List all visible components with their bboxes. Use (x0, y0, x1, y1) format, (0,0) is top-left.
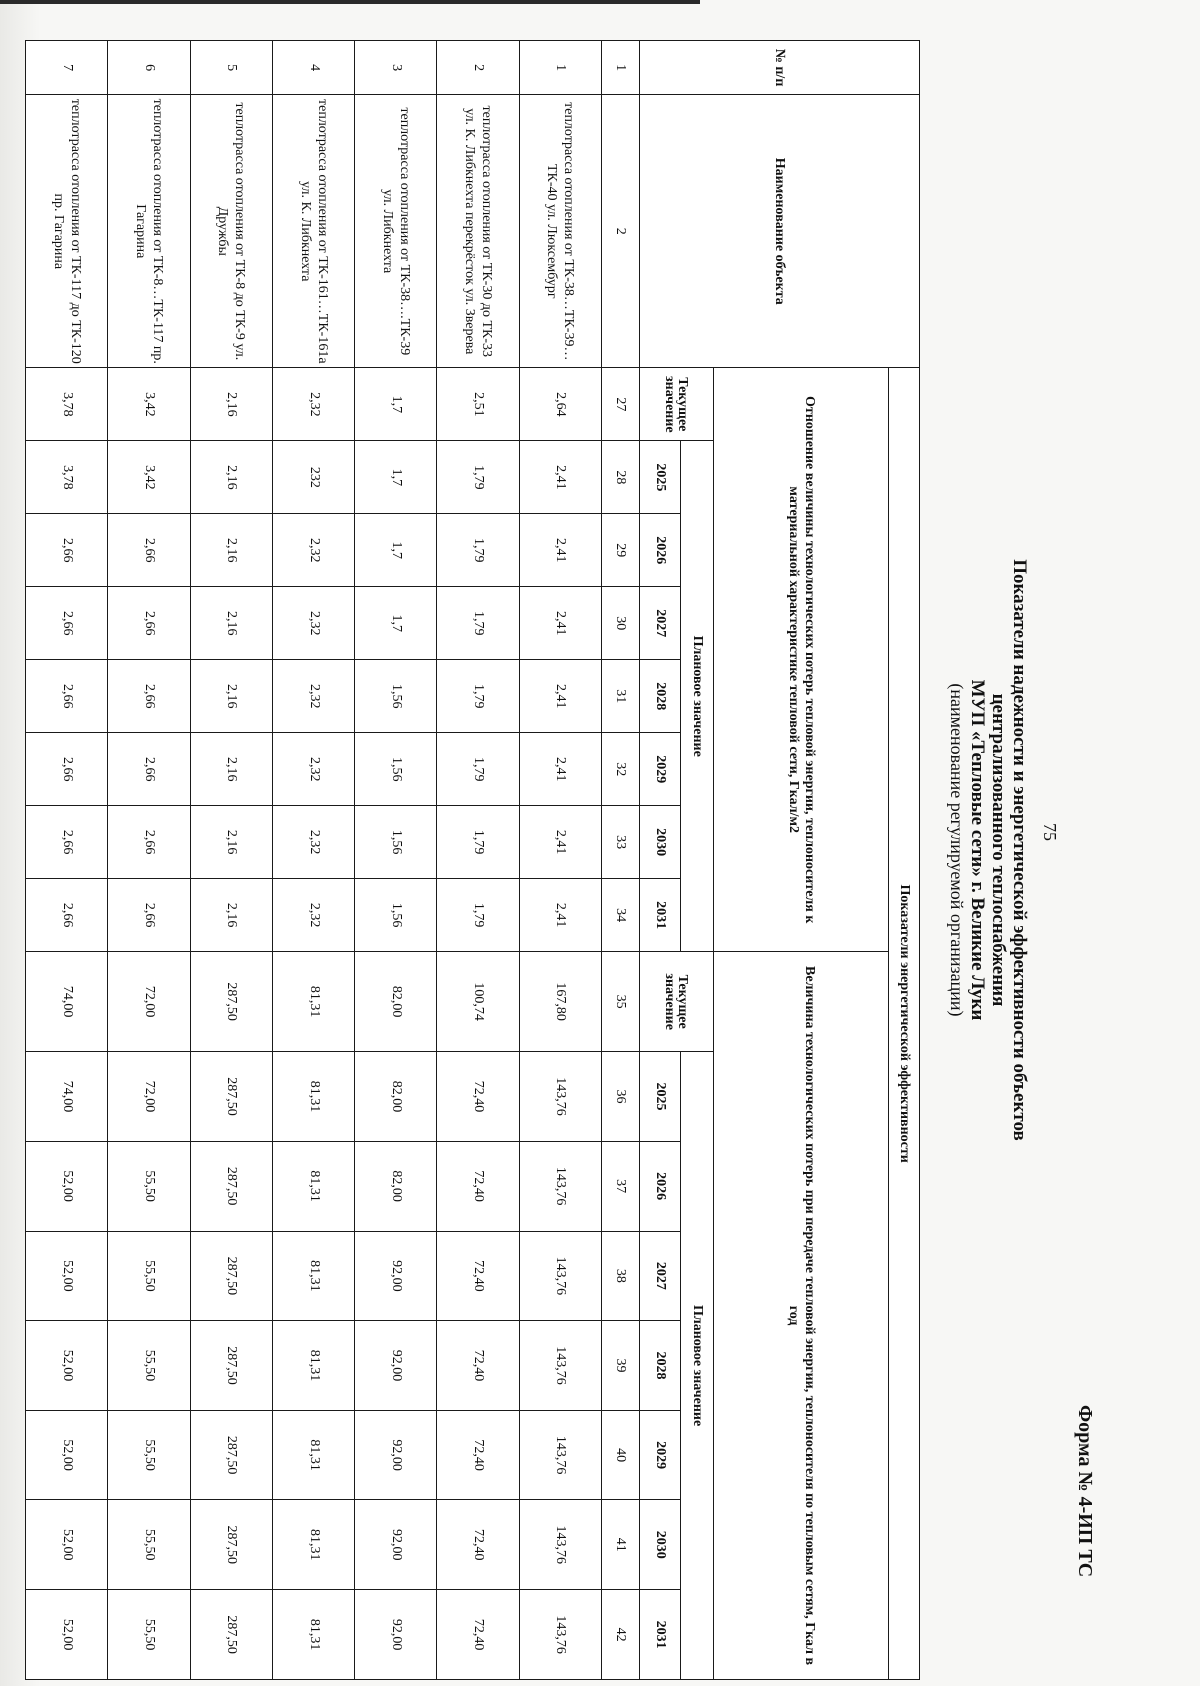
heat-loss-cell: 100,74 (437, 952, 519, 1052)
heat-loss-cell: 287,50 (190, 1321, 272, 1411)
g1-year-header: 2026 (640, 514, 681, 587)
group1-header: Отношение величины технологических потерь тепловой энергии, теплоносителя к материальной характеристике тепловой сети, Гкал/м2 (714, 368, 889, 952)
heat-loss-cell: 143,76 (519, 1321, 601, 1411)
column-number: 1 (601, 41, 639, 95)
loss-ratio-cell: 1,79 (437, 733, 519, 806)
heat-loss-cell: 72,40 (437, 1321, 519, 1411)
table-row (272, 41, 354, 1680)
g1-year-header: 2029 (640, 733, 681, 806)
heat-loss-cell: 52,00 (26, 1410, 108, 1500)
column-number: 35 (601, 952, 639, 1052)
object-name: теплотрасса отопления от ТК-30 до ТК-33 ул. К. Либкнехта перекрёсток ул. Зверева (437, 95, 519, 368)
loss-ratio-cell: 3,78 (26, 368, 108, 441)
row-number: 3 (355, 41, 437, 95)
g2-year-header: 2028 (640, 1321, 681, 1411)
loss-ratio-cell: 2,16 (190, 733, 272, 806)
g1-year-header: 2025 (640, 441, 681, 514)
heat-loss-cell: 82,00 (355, 952, 437, 1052)
loss-ratio-cell: 2,16 (190, 806, 272, 879)
loss-ratio-cell: 1,79 (437, 879, 519, 952)
g1-current-header: Текущее значение (640, 368, 714, 441)
column-number: 40 (601, 1410, 639, 1500)
heat-loss-cell: 72,40 (437, 1141, 519, 1231)
heat-loss-cell: 167,80 (519, 952, 601, 1052)
g2-year-header: 2030 (640, 1500, 681, 1590)
loss-ratio-cell: 2,66 (26, 660, 108, 733)
g2-planned-header: Плановое значение (681, 1052, 714, 1680)
loss-ratio-cell: 2,32 (272, 879, 354, 952)
heat-loss-cell: 52,00 (26, 1590, 108, 1680)
heat-loss-cell: 52,00 (26, 1500, 108, 1590)
heat-loss-cell: 72,00 (108, 952, 190, 1052)
table-row (519, 41, 601, 1680)
loss-ratio-cell: 2,66 (26, 806, 108, 879)
heat-loss-cell: 143,76 (519, 1052, 601, 1142)
loss-ratio-cell: 2,66 (108, 806, 190, 879)
heat-loss-cell: 81,31 (272, 1590, 354, 1680)
heat-loss-cell: 72,40 (437, 1052, 519, 1142)
heat-loss-cell: 81,31 (272, 1410, 354, 1500)
heat-loss-cell: 72,00 (108, 1052, 190, 1142)
heat-loss-cell: 287,50 (190, 952, 272, 1052)
loss-ratio-cell: 2,16 (190, 368, 272, 441)
heat-loss-cell: 287,50 (190, 1052, 272, 1142)
loss-ratio-cell: 2,32 (272, 514, 354, 587)
row-number: 7 (26, 41, 108, 95)
loss-ratio-cell: 3,42 (108, 441, 190, 514)
object-name: теплотрасса отопления от ТК-8 до ТК-9 ул. Дружбы (190, 95, 272, 368)
loss-ratio-cell: 1,79 (437, 441, 519, 514)
loss-ratio-cell: 2,64 (519, 368, 601, 441)
g2-year-header: 2026 (640, 1141, 681, 1231)
loss-ratio-cell: 2,41 (519, 587, 601, 660)
heat-loss-cell: 92,00 (355, 1590, 437, 1680)
row-number: 2 (437, 41, 519, 95)
heat-loss-cell: 52,00 (26, 1231, 108, 1321)
heat-loss-cell: 72,40 (437, 1410, 519, 1500)
heat-loss-cell: 72,40 (437, 1231, 519, 1321)
title-subtitle: (наименование регулируемой организации) (947, 683, 967, 1017)
object-name: теплотрасса отопления от ТК-117 до ТК-120 пр. Гагарина (26, 95, 108, 368)
g2-year-header: 2031 (640, 1590, 681, 1680)
loss-ratio-cell: 2,32 (272, 587, 354, 660)
row-number: 4 (272, 41, 354, 95)
loss-ratio-cell: 1,7 (355, 368, 437, 441)
object-name: теплотрасса отопления от ТК-161…ТК-161а ул. К. Либкнехта (272, 95, 354, 368)
heat-loss-cell: 74,00 (26, 952, 108, 1052)
loss-ratio-cell: 2,32 (272, 733, 354, 806)
loss-ratio-cell: 1,56 (355, 879, 437, 952)
heat-loss-cell: 81,31 (272, 1052, 354, 1142)
loss-ratio-cell: 2,66 (26, 733, 108, 806)
column-number: 34 (601, 879, 639, 952)
loss-ratio-cell: 2,66 (26, 879, 108, 952)
g1-planned-header: Плановое значение (681, 441, 714, 952)
loss-ratio-cell: 2,66 (26, 514, 108, 587)
form-label: Форма № 4-ИП ТС (1074, 1405, 1096, 1578)
title-line-3: МУП «Тепловые сети» г. Великие Луки (967, 679, 988, 1021)
loss-ratio-cell: 1,79 (437, 514, 519, 587)
heat-loss-cell: 55,50 (108, 1231, 190, 1321)
loss-ratio-cell: 2,41 (519, 806, 601, 879)
loss-ratio-cell: 3,78 (26, 441, 108, 514)
g2-current-header: Текущее значение (640, 952, 714, 1052)
g2-year-header: 2027 (640, 1231, 681, 1321)
heat-loss-cell: 52,00 (26, 1321, 108, 1411)
heat-loss-cell: 81,31 (272, 1500, 354, 1590)
loss-ratio-cell: 2,16 (190, 587, 272, 660)
table-row (26, 41, 108, 1680)
table-row (355, 41, 437, 1680)
heat-loss-cell: 287,50 (190, 1410, 272, 1500)
column-number: 32 (601, 733, 639, 806)
heat-loss-cell: 72,40 (437, 1590, 519, 1680)
loss-ratio-cell: 2,66 (108, 879, 190, 952)
heat-loss-cell: 81,31 (272, 1321, 354, 1411)
heat-loss-cell: 143,76 (519, 1141, 601, 1231)
loss-ratio-cell: 2,41 (519, 514, 601, 587)
col-num-header: № п/п (640, 41, 920, 95)
loss-ratio-cell: 2,32 (272, 660, 354, 733)
column-number: 27 (601, 368, 639, 441)
heat-loss-cell: 287,50 (190, 1141, 272, 1231)
column-number: 31 (601, 660, 639, 733)
loss-ratio-cell: 2,32 (272, 368, 354, 441)
loss-ratio-cell: 1,79 (437, 806, 519, 879)
heat-loss-cell: 143,76 (519, 1500, 601, 1590)
column-number: 33 (601, 806, 639, 879)
row-number: 1 (519, 41, 601, 95)
column-number: 37 (601, 1141, 639, 1231)
loss-ratio-cell: 1,56 (355, 733, 437, 806)
column-number: 39 (601, 1321, 639, 1411)
loss-ratio-cell: 2,16 (190, 879, 272, 952)
heat-loss-cell: 55,50 (108, 1590, 190, 1680)
g2-year-header: 2029 (640, 1410, 681, 1500)
loss-ratio-cell: 1,56 (355, 806, 437, 879)
loss-ratio-cell: 2,66 (108, 733, 190, 806)
loss-ratio-cell: 2,51 (437, 368, 519, 441)
heat-loss-cell: 92,00 (355, 1500, 437, 1590)
heat-loss-cell: 72,40 (437, 1500, 519, 1590)
loss-ratio-cell: 2,66 (108, 514, 190, 587)
column-number-row (601, 41, 639, 1680)
heat-loss-cell: 55,50 (108, 1410, 190, 1500)
heat-loss-cell: 81,31 (272, 1141, 354, 1231)
loss-ratio-cell: 2,41 (519, 660, 601, 733)
loss-ratio-cell: 1,56 (355, 660, 437, 733)
heat-loss-cell: 143,76 (519, 1410, 601, 1500)
heat-loss-cell: 55,50 (108, 1141, 190, 1231)
column-number: 41 (601, 1500, 639, 1590)
heat-loss-cell: 287,50 (190, 1500, 272, 1590)
heat-loss-cell: 92,00 (355, 1321, 437, 1411)
loss-ratio-cell: 2,66 (108, 587, 190, 660)
heat-loss-cell: 55,50 (108, 1321, 190, 1411)
loss-ratio-cell: 1,79 (437, 587, 519, 660)
g1-year-header: 2030 (640, 806, 681, 879)
table-row (108, 41, 190, 1680)
loss-ratio-cell: 1,7 (355, 441, 437, 514)
loss-ratio-cell: 1,7 (355, 514, 437, 587)
column-number: 42 (601, 1590, 639, 1680)
group2-header: Величина технологических потерь при передаче тепловой энергии, теплоносителя по тепловым сетям, Гкал в год (714, 952, 889, 1680)
g1-year-header: 2031 (640, 879, 681, 952)
heat-loss-cell: 82,00 (355, 1141, 437, 1231)
table-row (437, 41, 519, 1680)
loss-ratio-cell: 2,16 (190, 441, 272, 514)
heat-loss-cell: 143,76 (519, 1590, 601, 1680)
heat-loss-cell: 81,31 (272, 1231, 354, 1321)
loss-ratio-cell: 2,66 (26, 587, 108, 660)
object-name: теплотрасса отопления от ТК-38….ТК-39 ул. Либкнехта (355, 95, 437, 368)
document-title (946, 250, 1030, 1450)
loss-ratio-cell: 2,41 (519, 879, 601, 952)
loss-ratio-cell: 2,66 (108, 660, 190, 733)
column-number: 36 (601, 1052, 639, 1142)
heat-loss-cell: 92,00 (355, 1231, 437, 1321)
column-number: 28 (601, 441, 639, 514)
loss-ratio-cell: 232 (272, 441, 354, 514)
row-number: 5 (190, 41, 272, 95)
g1-year-header: 2028 (640, 660, 681, 733)
loss-ratio-cell: 2,41 (519, 733, 601, 806)
col-name-header: Наименование объекта (640, 95, 920, 368)
title-line-2: централизованного теплоснабжения (988, 693, 1009, 1007)
row-number: 6 (108, 41, 190, 95)
column-number: 30 (601, 587, 639, 660)
loss-ratio-cell: 1,79 (437, 660, 519, 733)
heat-loss-cell: 81,31 (272, 952, 354, 1052)
loss-ratio-cell: 2,32 (272, 806, 354, 879)
column-number: 2 (601, 95, 639, 368)
g2-year-header: 2025 (640, 1052, 681, 1142)
heat-loss-cell: 143,76 (519, 1231, 601, 1321)
heat-loss-cell: 82,00 (355, 1052, 437, 1142)
loss-ratio-cell: 1,7 (355, 587, 437, 660)
heat-loss-cell: 74,00 (26, 1052, 108, 1142)
table-row (190, 41, 272, 1680)
object-name: теплотрасса отопления от ТК-8…ТК-117 пр. Гагарина (108, 95, 190, 368)
title-line-1: Показатели надежности и энергетической эффективности объектов (1009, 559, 1030, 1141)
column-number: 38 (601, 1231, 639, 1321)
heat-loss-cell: 55,50 (108, 1500, 190, 1590)
loss-ratio-cell: 3,42 (108, 368, 190, 441)
page-number: 75 (1040, 823, 1060, 841)
heat-loss-cell: 287,50 (190, 1590, 272, 1680)
heat-loss-cell: 52,00 (26, 1141, 108, 1231)
heat-loss-cell: 92,00 (355, 1410, 437, 1500)
g1-year-header: 2027 (640, 587, 681, 660)
loss-ratio-cell: 2,41 (519, 441, 601, 514)
heat-loss-cell: 287,50 (190, 1231, 272, 1321)
loss-ratio-cell: 2,16 (190, 660, 272, 733)
loss-ratio-cell: 2,16 (190, 514, 272, 587)
group-energy-efficiency: Показатели энергетической эффективности (889, 368, 920, 1680)
object-name: теплотрасса отопления от ТК-38…ТК-39…ТК-40 ул. Люксембург (519, 95, 601, 368)
column-number: 29 (601, 514, 639, 587)
indicators-table (25, 40, 920, 1680)
